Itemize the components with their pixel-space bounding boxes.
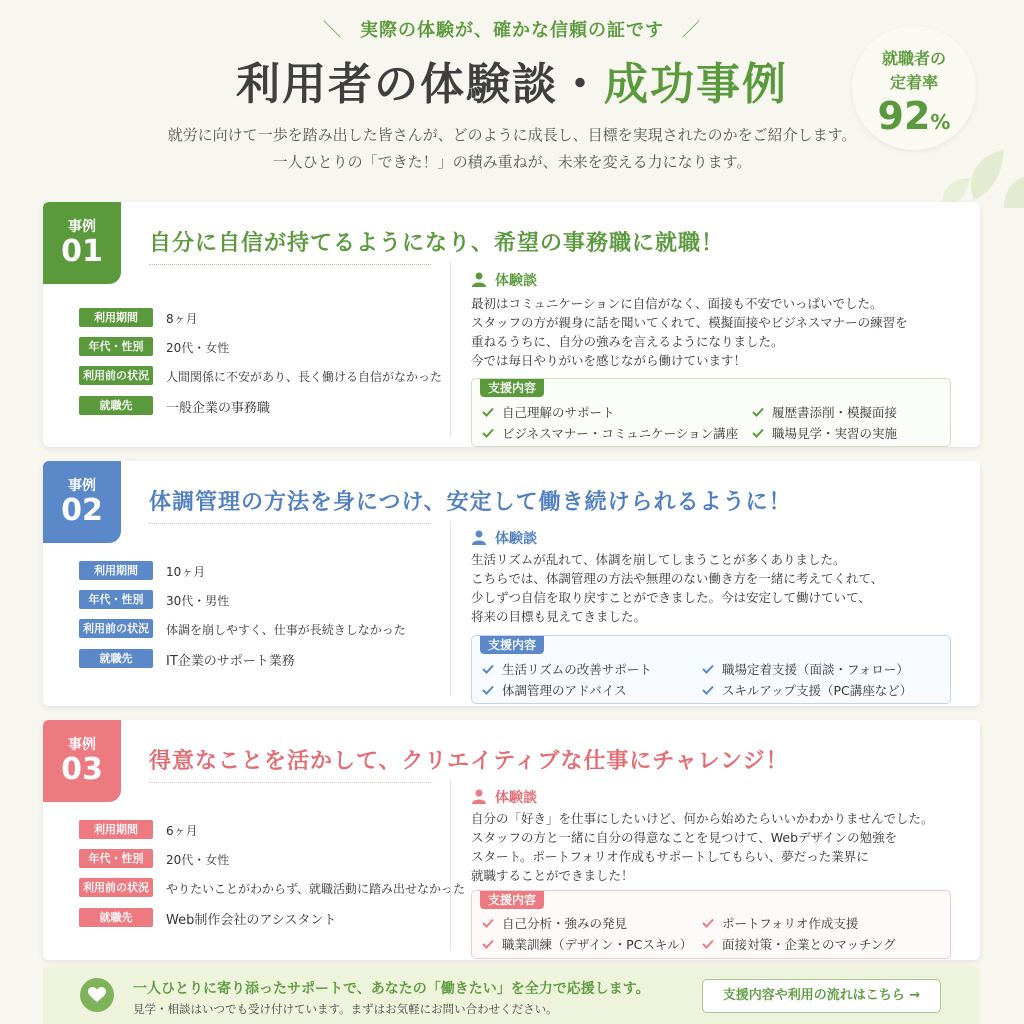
experience-heading: 体験談 [471, 270, 537, 290]
footer-subtext: 見学・相談はいつでも受け付けています。まずはお気軽にお問い合わせください。 [133, 1002, 558, 1016]
check-icon [702, 664, 714, 674]
experience-text: 自分の「好き」を仕事にしたいけど、何から始めたらいいかわかりませんでした。 スタッフの方と一緒に自分の得意なことを見つけて、Webデザインの勉強を スタート。ポートフォリオ作成もサポートしてもらい、夢だった業界に 就職することができました！ [471, 811, 934, 883]
column-divider [450, 521, 451, 696]
person-icon [471, 529, 487, 545]
title-rule [149, 782, 431, 783]
support-item: 体調管理のアドバイス [482, 681, 627, 699]
check-icon [482, 918, 494, 928]
check-icon [482, 939, 494, 949]
support-item: ポートフォリオ作成支援 [702, 914, 858, 932]
case-number: 01 [61, 234, 103, 269]
support-box [471, 635, 951, 704]
support-tag: 支援内容 [480, 891, 544, 909]
support-item: 職業訓練（デザイン・PCスキル） [482, 935, 692, 953]
experience-text: 生活リズムが乱れて、体調を崩してしまうことが多くありました。 こちらでは、体調管理の方法や無理のない働き方を一緒に考えてくれて、 少しずつ自信を取り戻すことができました。今は安定して働けていて、 将来の目標も見えてきました。 [471, 552, 884, 624]
support-box [471, 890, 951, 959]
check-icon [482, 428, 494, 438]
support-flow-button[interactable]: 支援内容や利用の流れはこちら → [702, 979, 941, 1013]
person-icon [471, 271, 487, 287]
support-box [471, 378, 951, 447]
experience-heading: 体験談 [471, 528, 537, 548]
tagline: ＼ 実際の体験が、確かな信頼の証です ／ [323, 20, 701, 41]
check-icon [482, 664, 494, 674]
stat-label-1: 就職者の [881, 49, 946, 68]
lead-text-2: 一人ひとりの「できた！」の積み重ねが、未来を変える力になります。 [272, 153, 752, 171]
footer-message: 一人ひとりに寄り添ったサポートで、あなたの「働きたい」を全力で応援します。 [133, 981, 650, 997]
experience-heading: 体験談 [471, 787, 537, 807]
person-icon [471, 788, 487, 804]
case-label: 事例 02 [43, 461, 121, 543]
case-label: 事例 03 [43, 720, 121, 802]
check-icon [482, 685, 494, 695]
check-icon [752, 428, 764, 438]
support-item: 自己理解のサポート [482, 403, 615, 421]
case-card-2: 事例 02 体調管理の方法を身につけ、安定して働き続けられるように！ 利用期間 10ヶ月 年代・性別 30代・男性 利用前の状況 体調を崩しやすく、仕事が長続きしなかった 就職先 IT企業のサポート業務 体験談 生活リズムが乱れて、体調を崩してしまうことが多くありました。 こちらでは、体調管理の方法や無理のない働き方を一緒に考えてくれて、 少しずつ自信を取り戻すことができました。今は安定して働けていて、 将来の目標も見えてきました。 支援内容 生活リズムの改善サポート 職場定着支援（面談・フォロー） 体調管理のアドバイス スキルアップ支援（PC講座など） [43, 461, 980, 706]
support-item: 生活リズムの改善サポート [482, 660, 652, 678]
support-tag: 支援内容 [480, 379, 544, 397]
check-icon [752, 407, 764, 417]
lead-text-1: 就労に向けて一歩を踏み出した皆さんが、どのように成長し、目標を実現されたのかをご紹介します。 [167, 126, 857, 144]
support-item: 職場見学・実習の実施 [752, 424, 897, 442]
stat-value: 92% [877, 94, 951, 138]
stat-label-2: 定着率 [889, 73, 938, 92]
support-item: 自己分析・強みの発見 [482, 914, 627, 932]
support-item: 職場定着支援（面談・フォロー） [702, 660, 909, 678]
column-divider [450, 780, 451, 950]
column-divider [450, 262, 451, 437]
support-item: ビジネスマナー・コミュニケーション講座 [482, 424, 738, 442]
check-icon [702, 685, 714, 695]
experience-text: 最初はコミュニケーションに自信がなく、面接も不安でいっぱいでした。 スタッフの方が親身に話を聞いてくれて、模擬面接やビジネスマナーの練習を 重ねるうちに、自分の強みを言えるようになりました。 今では毎日やりがいを感じながら働けています！ [471, 296, 908, 368]
case-title: 自分に自信が持てるようになり、希望の事務職に就職！ [149, 231, 725, 256]
support-item: スキルアップ支援（PC講座など） [702, 681, 912, 699]
check-icon [482, 407, 494, 417]
check-icon [702, 918, 714, 928]
case-number: 02 [61, 493, 103, 528]
case-card-3: 事例 03 得意なことを活かして、クリエイティブな仕事にチャレンジ！ 利用期間 6ヶ月 年代・性別 20代・女性 利用前の状況 やりたいことがわからず、就職活動に踏み出せなかった 就職先 Web制作会社のアシスタント 体験談 自分の「好き」を仕事にしたいけど、何から始めたらいいかわかりませんでした。 スタッフの方と一緒に自分の得意なことを見つけて、Webデザインの勉強を スタート。ポートフォリオ作成もサポートしてもらい、夢だった業界に 就職することができました！ 支援内容 自己分析・強みの発見 ポートフォリオ作成支援 職業訓練（デザイン・PCスキル） 面接対策・企業とのマッチング [43, 720, 980, 960]
heart-icon [80, 978, 114, 1012]
title-rule [149, 264, 431, 265]
title-rule [149, 523, 431, 524]
case-number: 03 [61, 752, 103, 787]
retention-rate-badge [852, 26, 976, 150]
footer-banner [43, 966, 980, 1024]
case-title: 得意なことを活かして、クリエイティブな仕事にチャレンジ！ [149, 749, 789, 774]
case-label: 事例 01 [43, 202, 121, 284]
support-item: 面接対策・企業とのマッチング [702, 935, 896, 953]
support-tag: 支援内容 [480, 636, 544, 654]
check-icon [702, 939, 714, 949]
support-item: 履歴書添削・模擬面接 [752, 403, 897, 421]
page-title: 利用者の体験談・成功事例 [236, 59, 788, 110]
case-card-1: 事例 01 自分に自信が持てるようになり、希望の事務職に就職！ 利用期間 8ヶ月 年代・性別 20代・女性 利用前の状況 人間関係に不安があり、長く働ける自信がなかった 就職先 一般企業の事務職 体験談 最初はコミュニケーションに自信がなく、面接も不安でいっぱいでした。 スタッフの方が親身に話を聞いてくれて、模擬面接やビジネスマナーの練習を 重ねるうちに、自分の強みを言えるようになりました。 今では毎日やりがいを感じながら働けています！ 支援内容 自己理解のサポート 履歴書添削・模擬面接 ビジネスマナー・コミュニケーション講座 職場見学・実習の実施 [43, 202, 980, 447]
case-title: 体調管理の方法を身につけ、安定して働き続けられるように！ [149, 490, 792, 515]
